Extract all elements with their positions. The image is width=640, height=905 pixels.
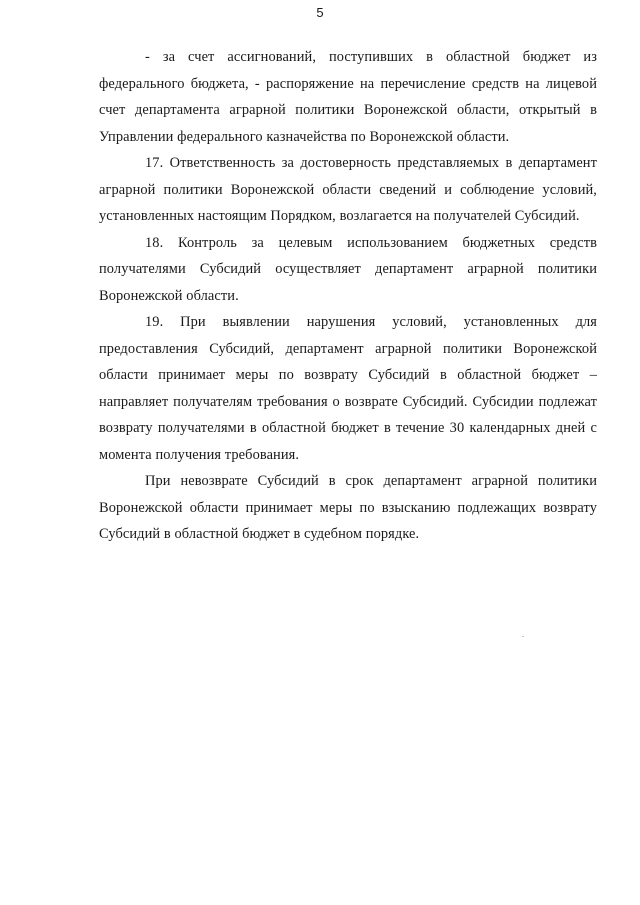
paragraph-17-responsibility: 17. Ответственность за достоверность представляемых в департамент аграрной политики Воронежской области сведений и соблюдение условий, установленных настоящим Порядком, возлагается на получателей Субсидий.: [99, 155, 597, 224]
paragraph-19-violations: 19. При выявлении нарушения условий, установленных для предоставления Субсидий, департамент аграрной политики Воронежской области принимает меры по возврату Субсидий в областной бюджет – направляет получателям требования о возврате Субсидий. Субсидии подлежат возврату получателями в областной бюджет в течение 30 календарных дней с момента получения требования.: [99, 314, 597, 463]
paragraph-funding-order: - за счет ассигнований, поступивших в областной бюджет из федерального бюджета, - распоряжение на перечисление средств на лицевой счет департамента аграрной политики Воронежской области, открытый в Управлении федерального казначейства по Воронежской области.: [99, 49, 597, 145]
page-number: 5: [316, 5, 324, 20]
scan-artifact: [522, 636, 524, 637]
document-body: [99, 44, 597, 548]
paragraph-18-control: 18. Контроль за целевым использованием бюджетных средств получателями Субсидий осуществляет департамент аграрной политики Воронежской области.: [99, 234, 597, 304]
paragraph-non-return: При невозврате Субсидий в срок департамент аграрной политики Воронежской области принимает меры по взысканию подлежащих возврату Субсидий в областной бюджет в судебном порядке.: [99, 473, 597, 542]
